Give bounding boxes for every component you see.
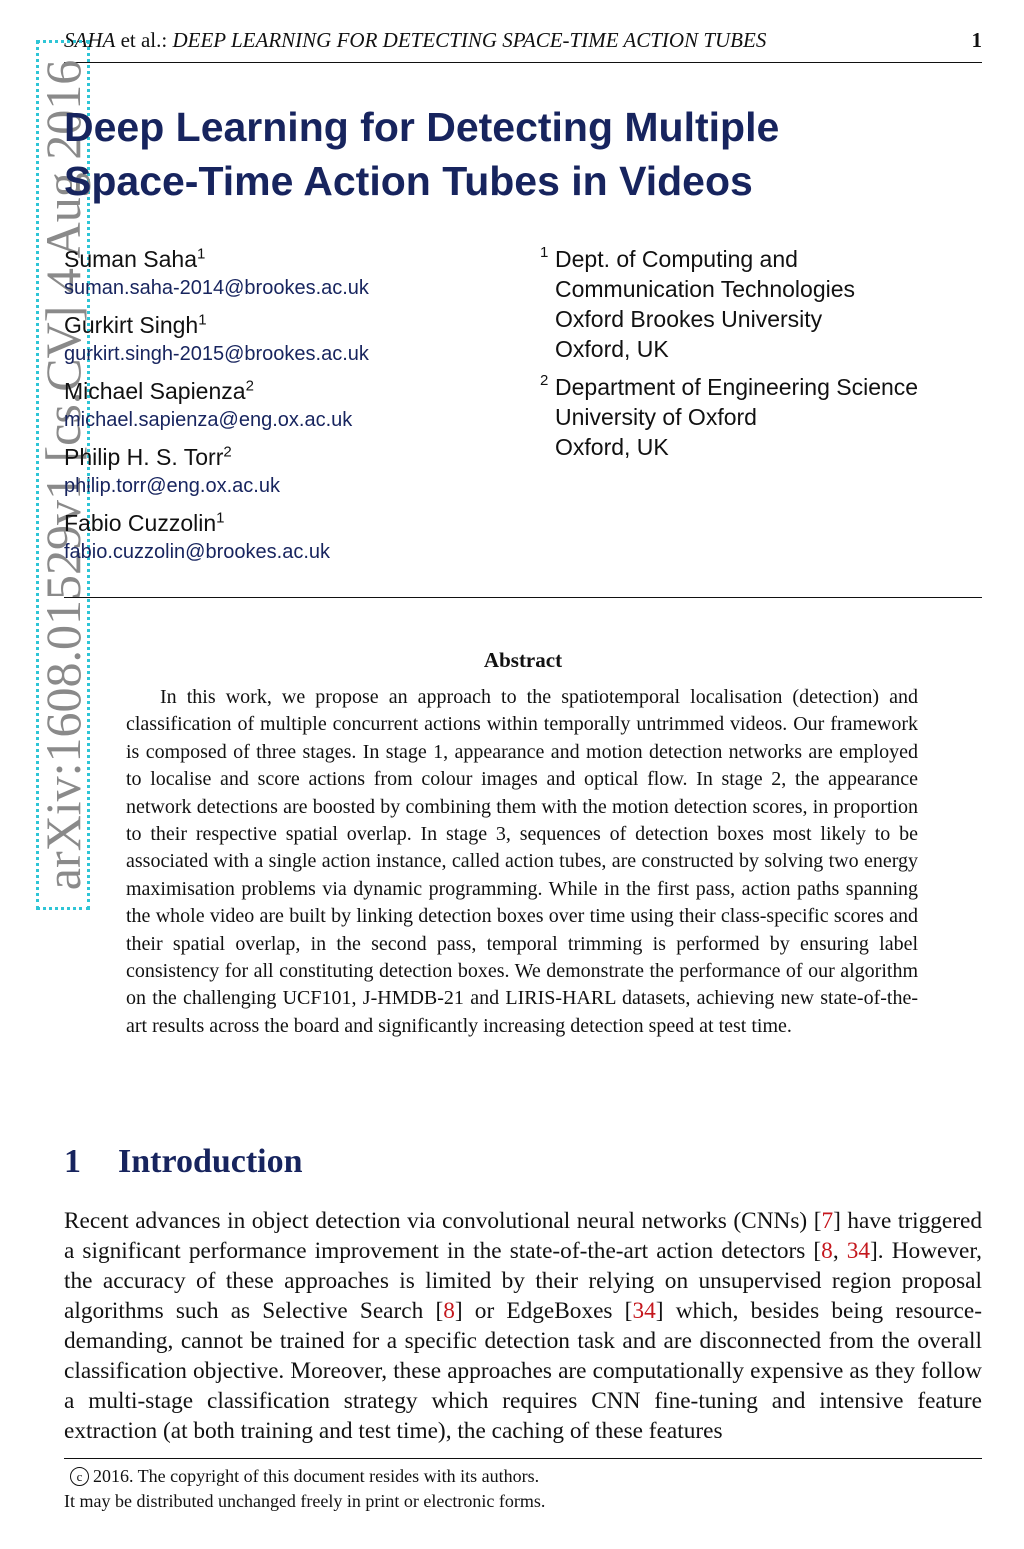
title-line-1: Deep Learning for Detecting Multiple [64,104,780,150]
footnote-line-2: It may be distributed unchanged freely in print or electronic forms. [64,1491,546,1511]
affiliation-number: 1 [540,244,549,261]
intro-text: , [832,1238,847,1264]
affiliation-list [540,244,990,470]
intro-text: Recent advances in object detection via convolutional neural networks (CNNs) [ [64,1208,822,1234]
author-email[interactable]: suman.saha-2014@brookes.ac.uk [64,277,369,299]
affiliation-line: Oxford, UK [555,336,669,362]
footnote-rule [64,1458,982,1459]
running-header-text [64,26,766,54]
header-rule [64,62,982,63]
author-email[interactable]: philip.torr@eng.ox.ac.uk [64,475,280,497]
affiliation-line: Oxford Brookes University [555,306,823,332]
author-list [64,244,524,574]
intro-text: ]. However, the accuracy of these approaches is limited by their relying on unsupervised region proposal algorithms such as Selective Search [ [64,1238,982,1324]
author-name: Michael Sapienza [64,378,246,404]
running-header [64,26,982,54]
affiliation-entry [540,244,990,364]
author-email[interactable]: michael.sapienza@eng.ox.ac.uk [64,409,353,431]
introduction-paragraph [64,1206,982,1446]
affiliation-line: Communication Technologies [555,276,856,302]
affiliation-line: Dept. of Computing and [555,246,798,272]
author-email[interactable]: fabio.cuzzolin@brookes.ac.uk [64,541,330,563]
page-number: 1 [971,28,982,52]
footnote-line-1: 2016. The copyright of this document resides with its authors. [93,1466,540,1486]
citation-link[interactable]: 7 [821,1208,834,1234]
citation-link[interactable]: 34 [846,1238,871,1264]
author-email[interactable]: gurkirt.singh-2015@brookes.ac.uk [64,343,369,365]
citation-link[interactable]: 8 [443,1298,455,1324]
affiliation-number: 2 [540,372,549,389]
author-affil-mark: 2 [223,443,232,461]
section-title: Introduction [118,1143,303,1180]
affiliation-line: Oxford, UK [555,434,669,460]
citation-link[interactable]: 8 [821,1238,833,1264]
copyright-icon: c [70,1467,89,1486]
intro-text: ] which, besides being resource-demanding, cannot be trained for a specific detection task and are disconnected from the overall classification objective. Moreover, these approaches are computationally expensive as they follow a multi-stage classification strategy which requires CNN fine-tuning and intensive feature extraction (at both training and test time), the caching of these features [64,1298,982,1444]
author-affil-mark: 1 [216,509,225,527]
author-entry [64,376,524,434]
abstract-heading: Abstract [483,648,563,672]
author-entry [64,508,524,566]
affiliation-line: University of Oxford [555,404,757,430]
author-affil-mark: 2 [245,377,254,395]
abstract-text: In this work, we propose an approach to the spatiotemporal localisation (detection) and classification of multiple concurrent actions within temporally untrimmed videos. Our framework is composed of three stages. In stage 1, appearance and motion detection networks are employed to localise and score actions from colour images and optical flow. In stage 2, the appearance network detections are boosted by combining them with the motion detection scores, in proportion to their respective spatial overlap. In stage 3, sequences of detection boxes most likely to be associated with a single action instance, called action tubes, are constructed by solving two energy maximisation problems via dynamic programming. While in the first pass, action paths spanning the whole video are built by linking detection boxes over time using their class-specific scores and their spatial overlap, in the second pass, temporal trimming is performed by ensuring label consistency for all constituting detection boxes. We demonstrate the performance of our algorithm on the challenging UCF101, J-HMDB-21 and LIRIS-HARL datasets, achieving new state-of-the-art results across the board and significantly increasing detection speed at test time. [126,686,918,1037]
header-author: SAHA [64,28,116,52]
abstract-top-rule [64,597,982,598]
title-line-2: Space-Time Action Tubes in Videos [64,158,753,204]
affiliation-entry [540,372,990,462]
author-name: Philip H. S. Torr [64,444,224,470]
intro-text: ] or EdgeBoxes [ [454,1298,633,1324]
arxiv-stamp: arXiv:1608.01529v1 [cs.CV] 4 Aug 2016 [35,59,91,891]
author-affil-mark: 1 [198,311,207,329]
section-number: 1 [64,1143,81,1180]
author-entry [64,244,524,302]
author-entry [64,442,524,500]
citation-link[interactable]: 34 [632,1298,656,1324]
header-et-al: et al.: [115,28,173,52]
section-heading-introduction [64,1140,982,1184]
header-running-title: DEEP LEARNING FOR DETECTING SPACE-TIME ACTION TUBES [172,28,767,52]
author-name: Fabio Cuzzolin [64,510,217,536]
intro-text: ] have triggered a significant performance improvement in the state-of-the-art action detectors [ [64,1208,982,1264]
author-name: Gurkirt Singh [64,312,199,338]
author-name: Suman Saha [64,246,197,272]
author-affil-mark: 1 [196,245,206,263]
copyright-footnote [64,1464,982,1514]
paper-title [64,100,944,208]
affiliation-line: Department of Engineering Science [555,374,919,400]
author-entry [64,310,524,368]
